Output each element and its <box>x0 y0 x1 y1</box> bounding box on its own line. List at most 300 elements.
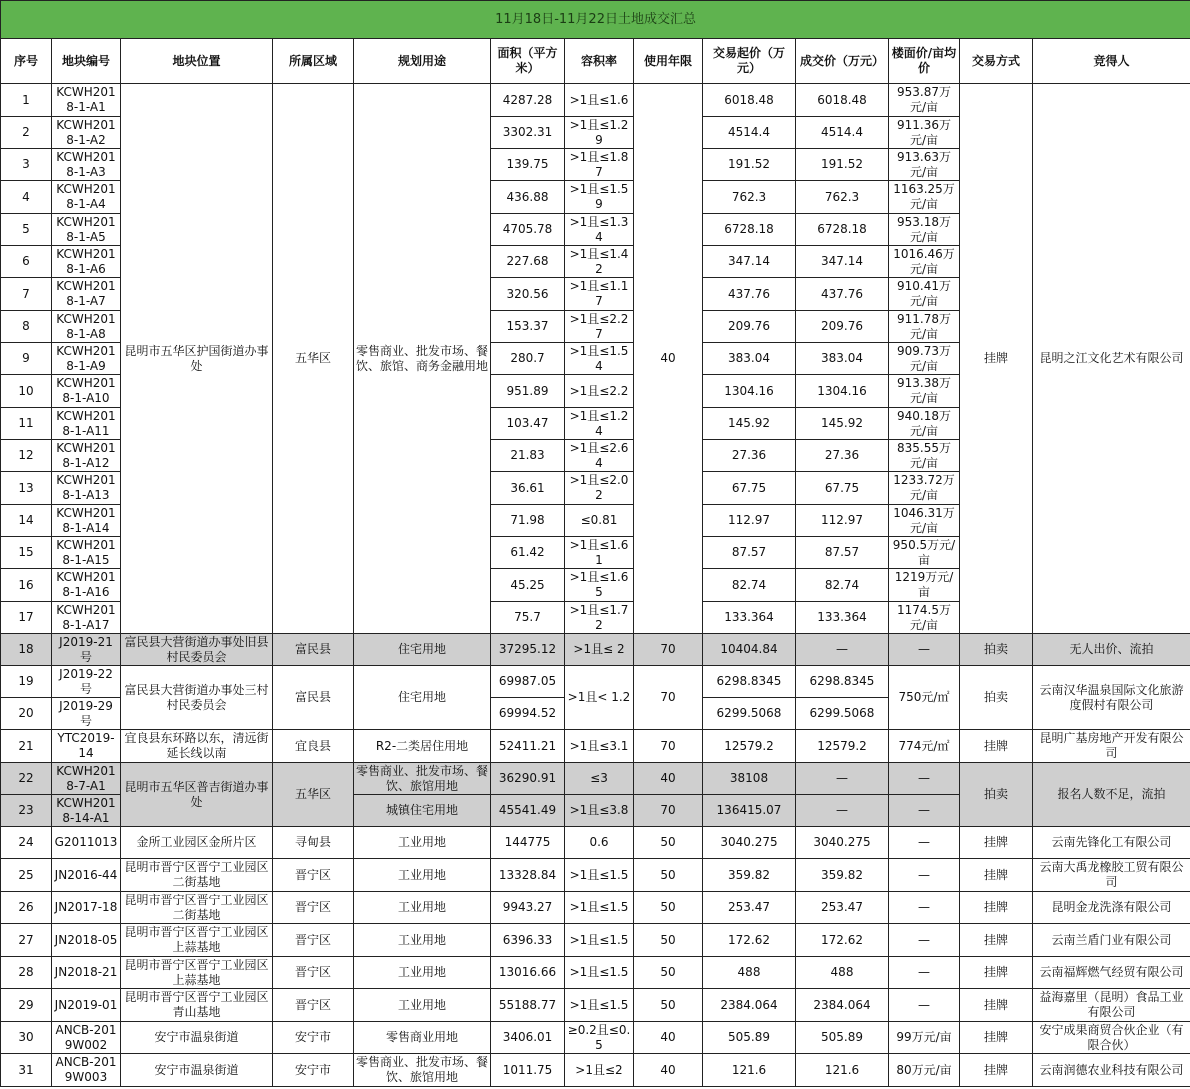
unit-price-cell: 909.73万元/亩 <box>889 343 960 375</box>
unit-price-cell: 750元/㎡ <box>889 666 960 730</box>
far-cell: >1且≤3.8 <box>565 795 634 827</box>
deal-price-cell: 87.57 <box>796 537 889 569</box>
deal-price-cell: 209.76 <box>796 311 889 343</box>
winner-cell: 昆明之江文化艺术有限公司 <box>1033 84 1190 634</box>
unit-price-cell: — <box>889 957 960 989</box>
area-cell: 280.7 <box>491 343 565 375</box>
start-price-cell: 27.36 <box>703 440 796 472</box>
deal-price-cell: 488 <box>796 957 889 989</box>
area-cell: 320.56 <box>491 278 565 311</box>
years-cell: 50 <box>634 957 703 989</box>
usage-cell: 零售商业、批发市场、餐饮、旅馆用地 <box>354 763 491 795</box>
years-cell: 50 <box>634 827 703 859</box>
parcel-code-cell: KCWH2018-1-A7 <box>52 278 121 311</box>
parcel-code-cell: KCWH2018-1-A14 <box>52 505 121 537</box>
deal-price-cell: 145.92 <box>796 408 889 440</box>
method-cell: 挂牌 <box>960 1022 1033 1054</box>
far-cell: >1且≤2.2 <box>565 375 634 408</box>
unit-price-cell: 80万元/亩 <box>889 1054 960 1087</box>
parcel-code-cell: KCWH2018-1-A10 <box>52 375 121 408</box>
method-cell: 挂牌 <box>960 730 1033 763</box>
years-cell: 70 <box>634 666 703 730</box>
table-row <box>1 924 1190 957</box>
years-cell: 40 <box>634 84 703 634</box>
table-row <box>1 763 1190 795</box>
deal-price-cell: — <box>796 763 889 795</box>
unit-price-cell: — <box>889 892 960 924</box>
unit-price-cell: 835.55万元/亩 <box>889 440 960 472</box>
parcel-code-cell: G2011013 <box>52 827 121 859</box>
parcel-code-cell: KCWH2018-1-A16 <box>52 569 121 602</box>
far-cell: >1且≤ 2 <box>565 634 634 666</box>
row-number-cell: 9 <box>1 343 52 375</box>
parcel-code-cell: KCWH2018-1-A6 <box>52 246 121 278</box>
parcel-code-cell: JN2016-44 <box>52 859 121 892</box>
area-cell: 55188.77 <box>491 989 565 1022</box>
row-number-cell: 15 <box>1 537 52 569</box>
method-cell: 挂牌 <box>960 859 1033 892</box>
far-cell: >1且≤1.34 <box>565 214 634 246</box>
row-number-cell: 4 <box>1 181 52 214</box>
unit-price-cell: 953.18万元/亩 <box>889 214 960 246</box>
start-price-cell: 488 <box>703 957 796 989</box>
parcel-code-cell: J2019-22号 <box>52 666 121 698</box>
area-cell: 436.88 <box>491 181 565 214</box>
location-cell: 昆明市晋宁区晋宁工业园区二街基地 <box>121 892 273 924</box>
row-number-cell: 18 <box>1 634 52 666</box>
area-cell: 69987.05 <box>491 666 565 698</box>
header-cell: 交易方式 <box>960 39 1033 84</box>
usage-cell: 工业用地 <box>354 989 491 1022</box>
area-cell: 139.75 <box>491 149 565 181</box>
unit-price-cell: 911.36万元/亩 <box>889 117 960 149</box>
start-price-cell: 505.89 <box>703 1022 796 1054</box>
parcel-code-cell: KCWH2018-1-A12 <box>52 440 121 472</box>
area-cell: 3302.31 <box>491 117 565 149</box>
far-cell: ≤3 <box>565 763 634 795</box>
years-cell: 50 <box>634 859 703 892</box>
usage-cell: 零售商业、批发市场、餐饮、旅馆、商务金融用地 <box>354 84 491 634</box>
area-cell: 6396.33 <box>491 924 565 957</box>
area-cell: 951.89 <box>491 375 565 408</box>
header-cell: 成交价（万元） <box>796 39 889 84</box>
unit-price-cell: 1163.25万元/亩 <box>889 181 960 214</box>
row-number-cell: 29 <box>1 989 52 1022</box>
start-price-cell: 172.62 <box>703 924 796 957</box>
parcel-code-cell: ANCB-2019W002 <box>52 1022 121 1054</box>
parcel-code-cell: KCWH2018-1-A3 <box>52 149 121 181</box>
far-cell: >1且≤1.5 <box>565 892 634 924</box>
table-title: 11月18日-11月22日土地成交汇总 <box>1 1 1190 39</box>
start-price-cell: 209.76 <box>703 311 796 343</box>
deal-price-cell: 6299.5068 <box>796 698 889 730</box>
area-cell: 13016.66 <box>491 957 565 989</box>
unit-price-cell: 1016.46万元/亩 <box>889 246 960 278</box>
header-cell: 规划用途 <box>354 39 491 84</box>
start-price-cell: 67.75 <box>703 472 796 505</box>
method-cell: 拍卖 <box>960 666 1033 730</box>
unit-price-cell: 1046.31万元/亩 <box>889 505 960 537</box>
row-number-cell: 19 <box>1 666 52 698</box>
unit-price-cell: 911.78万元/亩 <box>889 311 960 343</box>
winner-cell: 云南先锋化工有限公司 <box>1033 827 1190 859</box>
years-cell: 50 <box>634 989 703 1022</box>
row-number-cell: 8 <box>1 311 52 343</box>
parcel-code-cell: JN2019-01 <box>52 989 121 1022</box>
table-row <box>1 957 1190 989</box>
location-cell: 金所工业园区金所片区 <box>121 827 273 859</box>
winner-cell: 报名人数不足，流拍 <box>1033 763 1190 827</box>
deal-price-cell: — <box>796 795 889 827</box>
area-cell: 37295.12 <box>491 634 565 666</box>
far-cell: >1且< 1.2 <box>565 666 634 730</box>
usage-cell: 工业用地 <box>354 892 491 924</box>
table-row <box>1 84 1190 117</box>
table-row <box>1 634 1190 666</box>
region-cell: 晋宁区 <box>273 924 354 957</box>
start-price-cell: 253.47 <box>703 892 796 924</box>
table-row <box>1 859 1190 892</box>
area-cell: 1011.75 <box>491 1054 565 1087</box>
header-cell: 交易起价（万元） <box>703 39 796 84</box>
location-cell: 安宁市温泉街道 <box>121 1022 273 1054</box>
years-cell: 50 <box>634 924 703 957</box>
start-price-cell: 1304.16 <box>703 375 796 408</box>
start-price-cell: 6018.48 <box>703 84 796 117</box>
far-cell: >1且≤2.02 <box>565 472 634 505</box>
area-cell: 71.98 <box>491 505 565 537</box>
deal-price-cell: 347.14 <box>796 246 889 278</box>
far-cell: >1且≤1.5 <box>565 924 634 957</box>
parcel-code-cell: JN2017-18 <box>52 892 121 924</box>
deal-price-cell: 27.36 <box>796 440 889 472</box>
region-cell: 晋宁区 <box>273 892 354 924</box>
area-cell: 75.7 <box>491 602 565 634</box>
usage-cell: R2-二类居住用地 <box>354 730 491 763</box>
method-cell: 挂牌 <box>960 84 1033 634</box>
unit-price-cell: — <box>889 795 960 827</box>
winner-cell: 云南汉华温泉国际文化旅游度假村有限公司 <box>1033 666 1190 730</box>
winner-cell: 无人出价、流拍 <box>1033 634 1190 666</box>
far-cell: 0.6 <box>565 827 634 859</box>
usage-cell: 工业用地 <box>354 924 491 957</box>
start-price-cell: 347.14 <box>703 246 796 278</box>
start-price-cell: 87.57 <box>703 537 796 569</box>
area-cell: 4705.78 <box>491 214 565 246</box>
row-number-cell: 31 <box>1 1054 52 1087</box>
table-row <box>1 892 1190 924</box>
deal-price-cell: 3040.275 <box>796 827 889 859</box>
far-cell: >1且≤1.59 <box>565 181 634 214</box>
far-cell: >1且≤1.42 <box>565 246 634 278</box>
region-cell: 晋宁区 <box>273 957 354 989</box>
unit-price-cell: — <box>889 827 960 859</box>
location-cell: 安宁市温泉街道 <box>121 1054 273 1087</box>
deal-price-cell: 112.97 <box>796 505 889 537</box>
start-price-cell: 2384.064 <box>703 989 796 1022</box>
row-number-cell: 3 <box>1 149 52 181</box>
unit-price-cell: 913.38万元/亩 <box>889 375 960 408</box>
winner-cell: 昆明金龙洗涤有限公司 <box>1033 892 1190 924</box>
winner-cell: 益海嘉里（昆明）食品工业有限公司 <box>1033 989 1190 1022</box>
area-cell: 227.68 <box>491 246 565 278</box>
start-price-cell: 136415.07 <box>703 795 796 827</box>
region-cell: 五华区 <box>273 84 354 634</box>
deal-price-cell: 253.47 <box>796 892 889 924</box>
years-cell: 70 <box>634 795 703 827</box>
header-cell: 序号 <box>1 39 52 84</box>
location-cell: 昆明市晋宁区晋宁工业园区上蒜基地 <box>121 924 273 957</box>
unit-price-cell: 913.63万元/亩 <box>889 149 960 181</box>
far-cell: >1且≤2.27 <box>565 311 634 343</box>
row-number-cell: 5 <box>1 214 52 246</box>
row-number-cell: 25 <box>1 859 52 892</box>
winner-cell: 昆明广基房地产开发有限公司 <box>1033 730 1190 763</box>
area-cell: 21.83 <box>491 440 565 472</box>
unit-price-cell: 1233.72万元/亩 <box>889 472 960 505</box>
row-number-cell: 28 <box>1 957 52 989</box>
start-price-cell: 3040.275 <box>703 827 796 859</box>
table-row <box>1 989 1190 1022</box>
row-number-cell: 22 <box>1 763 52 795</box>
years-cell: 40 <box>634 1054 703 1087</box>
deal-price-cell: 121.6 <box>796 1054 889 1087</box>
years-cell: 70 <box>634 730 703 763</box>
far-cell: >1且≤2 <box>565 1054 634 1087</box>
unit-price-cell: 910.41万元/亩 <box>889 278 960 311</box>
header-cell: 楼面价/亩均价 <box>889 39 960 84</box>
parcel-code-cell: JN2018-05 <box>52 924 121 957</box>
header-cell: 地块位置 <box>121 39 273 84</box>
unit-price-cell: — <box>889 763 960 795</box>
far-cell: ≤0.81 <box>565 505 634 537</box>
far-cell: >1且≤1.65 <box>565 569 634 602</box>
method-cell: 挂牌 <box>960 827 1033 859</box>
table-row <box>1 666 1190 698</box>
deal-price-cell: 6018.48 <box>796 84 889 117</box>
usage-cell: 工业用地 <box>354 957 491 989</box>
method-cell: 拍卖 <box>960 763 1033 827</box>
start-price-cell: 359.82 <box>703 859 796 892</box>
header-cell: 竞得人 <box>1033 39 1190 84</box>
years-cell: 40 <box>634 1022 703 1054</box>
deal-price-cell: 2384.064 <box>796 989 889 1022</box>
parcel-code-cell: KCWH2018-1-A2 <box>52 117 121 149</box>
far-cell: >1且≤1.24 <box>565 408 634 440</box>
deal-price-cell: 6728.18 <box>796 214 889 246</box>
unit-price-cell: 1174.5万元/亩 <box>889 602 960 634</box>
unit-price-cell: 99万元/亩 <box>889 1022 960 1054</box>
winner-cell: 云南兰盾门业有限公司 <box>1033 924 1190 957</box>
deal-price-cell: 359.82 <box>796 859 889 892</box>
deal-price-cell: 67.75 <box>796 472 889 505</box>
row-number-cell: 26 <box>1 892 52 924</box>
deal-price-cell: 172.62 <box>796 924 889 957</box>
method-cell: 挂牌 <box>960 957 1033 989</box>
deal-price-cell: — <box>796 634 889 666</box>
unit-price-cell: — <box>889 634 960 666</box>
unit-price-cell: — <box>889 989 960 1022</box>
far-cell: >1且≤1.54 <box>565 343 634 375</box>
table-row <box>1 1054 1190 1087</box>
start-price-cell: 6299.5068 <box>703 698 796 730</box>
row-number-cell: 14 <box>1 505 52 537</box>
parcel-code-cell: KCWH2018-14-A1 <box>52 795 121 827</box>
row-number-cell: 16 <box>1 569 52 602</box>
method-cell: 挂牌 <box>960 1054 1033 1087</box>
unit-price-cell: 774元/㎡ <box>889 730 960 763</box>
parcel-code-cell: J2019-21号 <box>52 634 121 666</box>
table-row <box>1 827 1190 859</box>
area-cell: 13328.84 <box>491 859 565 892</box>
far-cell: >1且≤1.61 <box>565 537 634 569</box>
usage-cell: 零售商业用地 <box>354 1022 491 1054</box>
start-price-cell: 191.52 <box>703 149 796 181</box>
header-cell: 所属区域 <box>273 39 354 84</box>
area-cell: 52411.21 <box>491 730 565 763</box>
location-cell: 富民县大营街道办事处旧县村民委员会 <box>121 634 273 666</box>
row-number-cell: 27 <box>1 924 52 957</box>
row-number-cell: 10 <box>1 375 52 408</box>
parcel-code-cell: KCWH2018-1-A1 <box>52 84 121 117</box>
deal-price-cell: 762.3 <box>796 181 889 214</box>
far-cell: >1且≤1.5 <box>565 957 634 989</box>
header-row <box>1 39 1190 84</box>
row-number-cell: 23 <box>1 795 52 827</box>
parcel-code-cell: KCWH2018-1-A8 <box>52 311 121 343</box>
start-price-cell: 121.6 <box>703 1054 796 1087</box>
deal-price-cell: 1304.16 <box>796 375 889 408</box>
area-cell: 61.42 <box>491 537 565 569</box>
deal-price-cell: 133.364 <box>796 602 889 634</box>
method-cell: 挂牌 <box>960 892 1033 924</box>
far-cell: >1且≤1.72 <box>565 602 634 634</box>
row-number-cell: 24 <box>1 827 52 859</box>
table-row <box>1 1022 1190 1054</box>
location-cell: 昆明市晋宁区晋宁工业园区上蒜基地 <box>121 957 273 989</box>
parcel-code-cell: KCWH2018-1-A17 <box>52 602 121 634</box>
method-cell: 挂牌 <box>960 989 1033 1022</box>
usage-cell: 住宅用地 <box>354 634 491 666</box>
unit-price-cell: — <box>889 859 960 892</box>
start-price-cell: 6298.8345 <box>703 666 796 698</box>
area-cell: 45.25 <box>491 569 565 602</box>
far-cell: >1且≤1.5 <box>565 989 634 1022</box>
winner-cell: 云南大禹龙橡胶工贸有限公司 <box>1033 859 1190 892</box>
parcel-code-cell: ANCB-2019W003 <box>52 1054 121 1087</box>
far-cell: >1且≤3.1 <box>565 730 634 763</box>
start-price-cell: 112.97 <box>703 505 796 537</box>
row-number-cell: 12 <box>1 440 52 472</box>
far-cell: >1且≤1.6 <box>565 84 634 117</box>
area-cell: 36290.91 <box>491 763 565 795</box>
row-number-cell: 13 <box>1 472 52 505</box>
parcel-code-cell: KCWH2018-1-A5 <box>52 214 121 246</box>
start-price-cell: 4514.4 <box>703 117 796 149</box>
header-cell: 使用年限 <box>634 39 703 84</box>
parcel-code-cell: KCWH2018-1-A9 <box>52 343 121 375</box>
start-price-cell: 38108 <box>703 763 796 795</box>
parcel-code-cell: KCWH2018-1-A4 <box>52 181 121 214</box>
region-cell: 安宁市 <box>273 1022 354 1054</box>
area-cell: 3406.01 <box>491 1022 565 1054</box>
unit-price-cell: 940.18万元/亩 <box>889 408 960 440</box>
row-number-cell: 21 <box>1 730 52 763</box>
usage-cell: 工业用地 <box>354 827 491 859</box>
deal-price-cell: 12579.2 <box>796 730 889 763</box>
start-price-cell: 82.74 <box>703 569 796 602</box>
row-number-cell: 6 <box>1 246 52 278</box>
unit-price-cell: 1219万元/亩 <box>889 569 960 602</box>
far-cell: >1且≤1.5 <box>565 859 634 892</box>
years-cell: 70 <box>634 634 703 666</box>
far-cell: >1且≤1.17 <box>565 278 634 311</box>
location-cell: 宜良县东环路以东，清远街延长线以南 <box>121 730 273 763</box>
header-cell: 面积（平方米） <box>491 39 565 84</box>
deal-price-cell: 191.52 <box>796 149 889 181</box>
parcel-code-cell: KCWH2018-1-A13 <box>52 472 121 505</box>
region-cell: 晋宁区 <box>273 859 354 892</box>
region-cell: 富民县 <box>273 666 354 730</box>
parcel-code-cell: YTC2019-14 <box>52 730 121 763</box>
start-price-cell: 145.92 <box>703 408 796 440</box>
area-cell: 144775 <box>491 827 565 859</box>
years-cell: 40 <box>634 763 703 795</box>
area-cell: 4287.28 <box>491 84 565 117</box>
far-cell: ≥0.2且≤0.5 <box>565 1022 634 1054</box>
parcel-code-cell: JN2018-21 <box>52 957 121 989</box>
area-cell: 45541.49 <box>491 795 565 827</box>
location-cell: 昆明市五华区普吉街道办事处 <box>121 763 273 827</box>
area-cell: 153.37 <box>491 311 565 343</box>
region-cell: 富民县 <box>273 634 354 666</box>
area-cell: 69994.52 <box>491 698 565 730</box>
region-cell: 寻甸县 <box>273 827 354 859</box>
table-row <box>1 730 1190 763</box>
deal-price-cell: 383.04 <box>796 343 889 375</box>
far-cell: >1且≤1.29 <box>565 117 634 149</box>
start-price-cell: 762.3 <box>703 181 796 214</box>
method-cell: 拍卖 <box>960 634 1033 666</box>
row-number-cell: 1 <box>1 84 52 117</box>
region-cell: 五华区 <box>273 763 354 827</box>
header-cell: 地块编号 <box>52 39 121 84</box>
region-cell: 晋宁区 <box>273 989 354 1022</box>
start-price-cell: 12579.2 <box>703 730 796 763</box>
start-price-cell: 10404.84 <box>703 634 796 666</box>
deal-price-cell: 437.76 <box>796 278 889 311</box>
row-number-cell: 17 <box>1 602 52 634</box>
far-cell: >1且≤1.87 <box>565 149 634 181</box>
row-number-cell: 2 <box>1 117 52 149</box>
usage-cell: 零售商业、批发市场、餐饮、旅馆用地 <box>354 1054 491 1087</box>
usage-cell: 住宅用地 <box>354 666 491 730</box>
header-cell: 容积率 <box>565 39 634 84</box>
method-cell: 挂牌 <box>960 924 1033 957</box>
start-price-cell: 437.76 <box>703 278 796 311</box>
deal-price-cell: 505.89 <box>796 1022 889 1054</box>
row-number-cell: 30 <box>1 1022 52 1054</box>
years-cell: 50 <box>634 892 703 924</box>
location-cell: 富民县大营街道办事处三村村民委员会 <box>121 666 273 730</box>
row-number-cell: 11 <box>1 408 52 440</box>
parcel-code-cell: KCWH2018-1-A15 <box>52 537 121 569</box>
region-cell: 宜良县 <box>273 730 354 763</box>
deal-price-cell: 4514.4 <box>796 117 889 149</box>
start-price-cell: 6728.18 <box>703 214 796 246</box>
row-number-cell: 20 <box>1 698 52 730</box>
location-cell: 昆明市晋宁区晋宁工业园区青山基地 <box>121 989 273 1022</box>
